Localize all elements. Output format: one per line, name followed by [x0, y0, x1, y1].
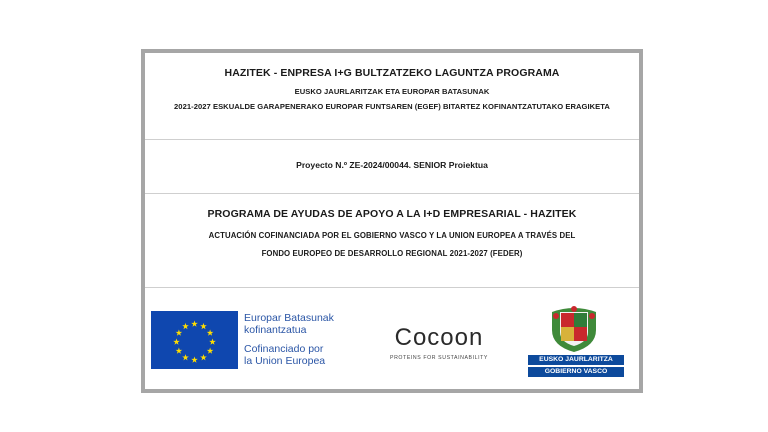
eu-text-line: Europar Batasunak: [244, 312, 334, 324]
ej-label-basque: EUSKO JAURLARITZA: [528, 355, 624, 365]
eu-flag-icon: [151, 311, 238, 369]
funding-notice-panel: [141, 49, 643, 393]
divider: [145, 193, 639, 194]
project-number: Proyecto N.º ZE-2024/00044. SENIOR Proiektua: [296, 160, 488, 170]
eu-text-gap: [244, 336, 384, 343]
cocoon-tagline: PROTEINS FOR SUSTAINABILITY: [390, 355, 488, 361]
logos-row: [145, 303, 639, 389]
divider: [145, 139, 639, 140]
ej-label-spanish: GOBIERNO VASCO: [528, 367, 624, 377]
eu-text-line: Cofinanciado por: [244, 343, 324, 355]
eu-text-line: la Union Europea: [244, 355, 326, 367]
project-section: [145, 160, 639, 170]
coat-of-arms-icon: [548, 306, 600, 353]
eu-stars-icon: [151, 311, 238, 369]
header-title: HAZITEK - ENPRESA I+G BULTZATZEKO LAGUNTZA PROGRAMA: [224, 67, 560, 79]
cocoon-wordmark: Cocoon: [394, 324, 484, 351]
divider: [145, 287, 639, 288]
spanish-title: PROGRAMA DE AYUDAS DE APOYO A LA I+D EMPRESARIAL - HAZITEK: [207, 208, 577, 220]
eu-text-line: kofinantzatua: [244, 324, 307, 336]
header-section: [145, 67, 639, 111]
cocoon-logo: [373, 325, 505, 361]
spanish-line-1: ACTUACIÓN COFINANCIADA POR EL GOBIERNO VASCO Y LA UNION EUROPEA A TRAVÉS DEL: [208, 231, 576, 240]
header-line-2: 2021-2027 ESKUALDE GARAPENERAKO EUROPAR FUNTSAREN (EGEF) BITARTEZ KOFINANTZATUTAKO ERAGIKETA: [174, 102, 610, 111]
spanish-section: [145, 208, 639, 258]
basque-government-logo: [524, 304, 628, 388]
eu-cofinance-text: [244, 312, 384, 367]
header-line-1: EUSKO JAURLARITZAK ETA EUROPAR BATASUNAK: [294, 87, 490, 96]
spanish-line-2: FONDO EUROPEO DE DESARROLLO REGIONAL 2021-2027 (FEDER): [261, 249, 523, 258]
